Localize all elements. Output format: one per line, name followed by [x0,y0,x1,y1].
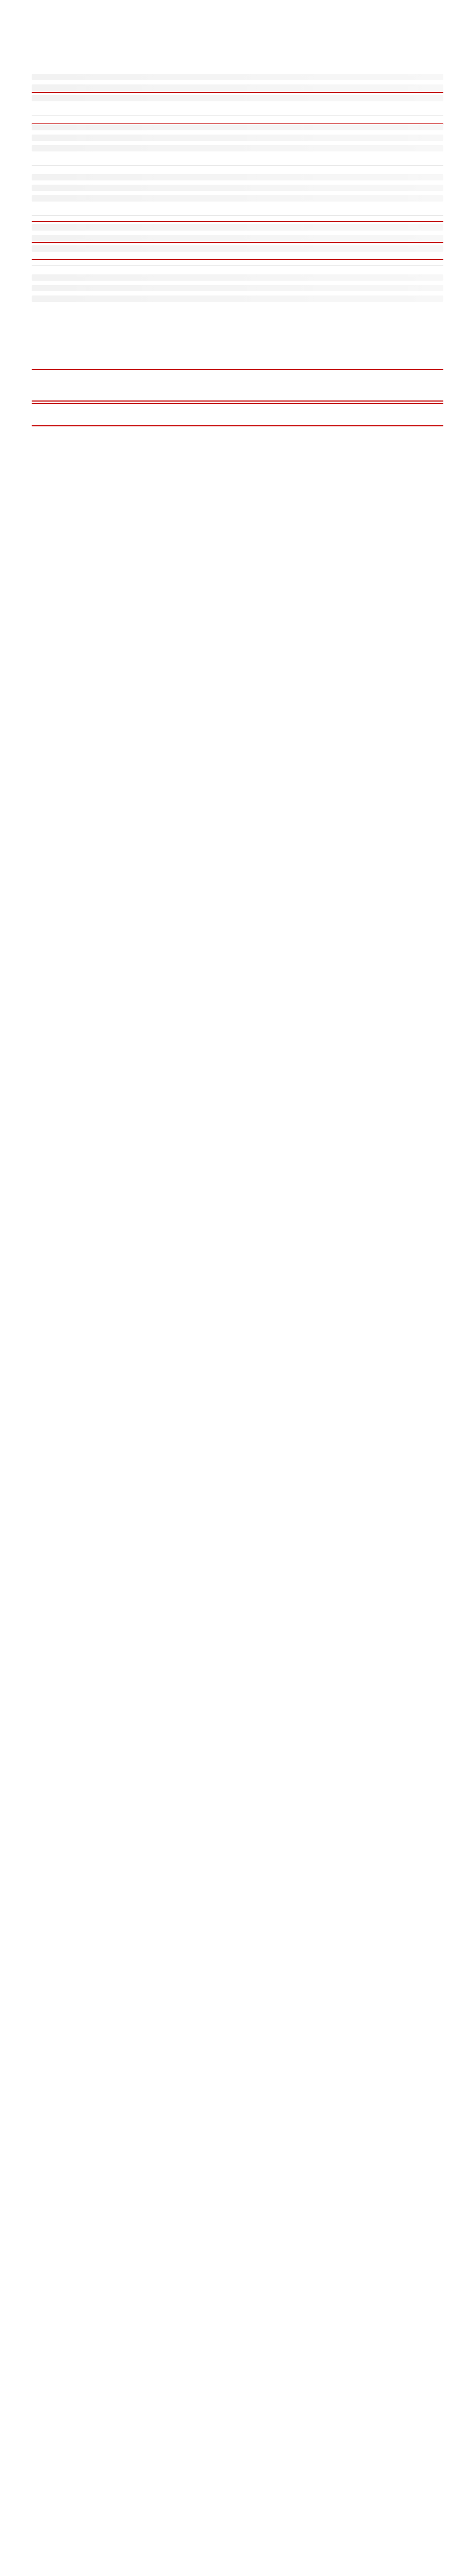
faint-row-placeholder [32,245,443,252]
faint-row-placeholder [32,285,443,291]
award-section-2 [32,115,443,156]
faint-row-placeholder [32,145,443,151]
award-sections [32,65,443,306]
faint-row-placeholder [32,224,443,231]
faint-row-placeholder [32,185,443,191]
document-subtitle [32,41,443,54]
faint-row-placeholder [32,295,443,302]
award-section-3 [32,165,443,206]
faint-row-placeholder [32,235,443,241]
faint-row-placeholder [32,174,443,180]
faint-row-placeholder [32,195,443,202]
award-section-4 [32,215,443,256]
document-title [32,15,443,36]
faint-row-placeholder [32,124,443,130]
faint-row-placeholder [32,135,443,141]
faint-row-placeholder [32,274,443,281]
faint-row-placeholder [32,74,443,80]
award-section-5 [32,265,443,306]
red-highlight-line-3 [32,369,443,402]
award-section-1 [32,65,443,106]
red-highlight-line-4 [32,403,443,426]
faint-row-placeholder [32,95,443,101]
faint-row-placeholder [32,84,443,91]
